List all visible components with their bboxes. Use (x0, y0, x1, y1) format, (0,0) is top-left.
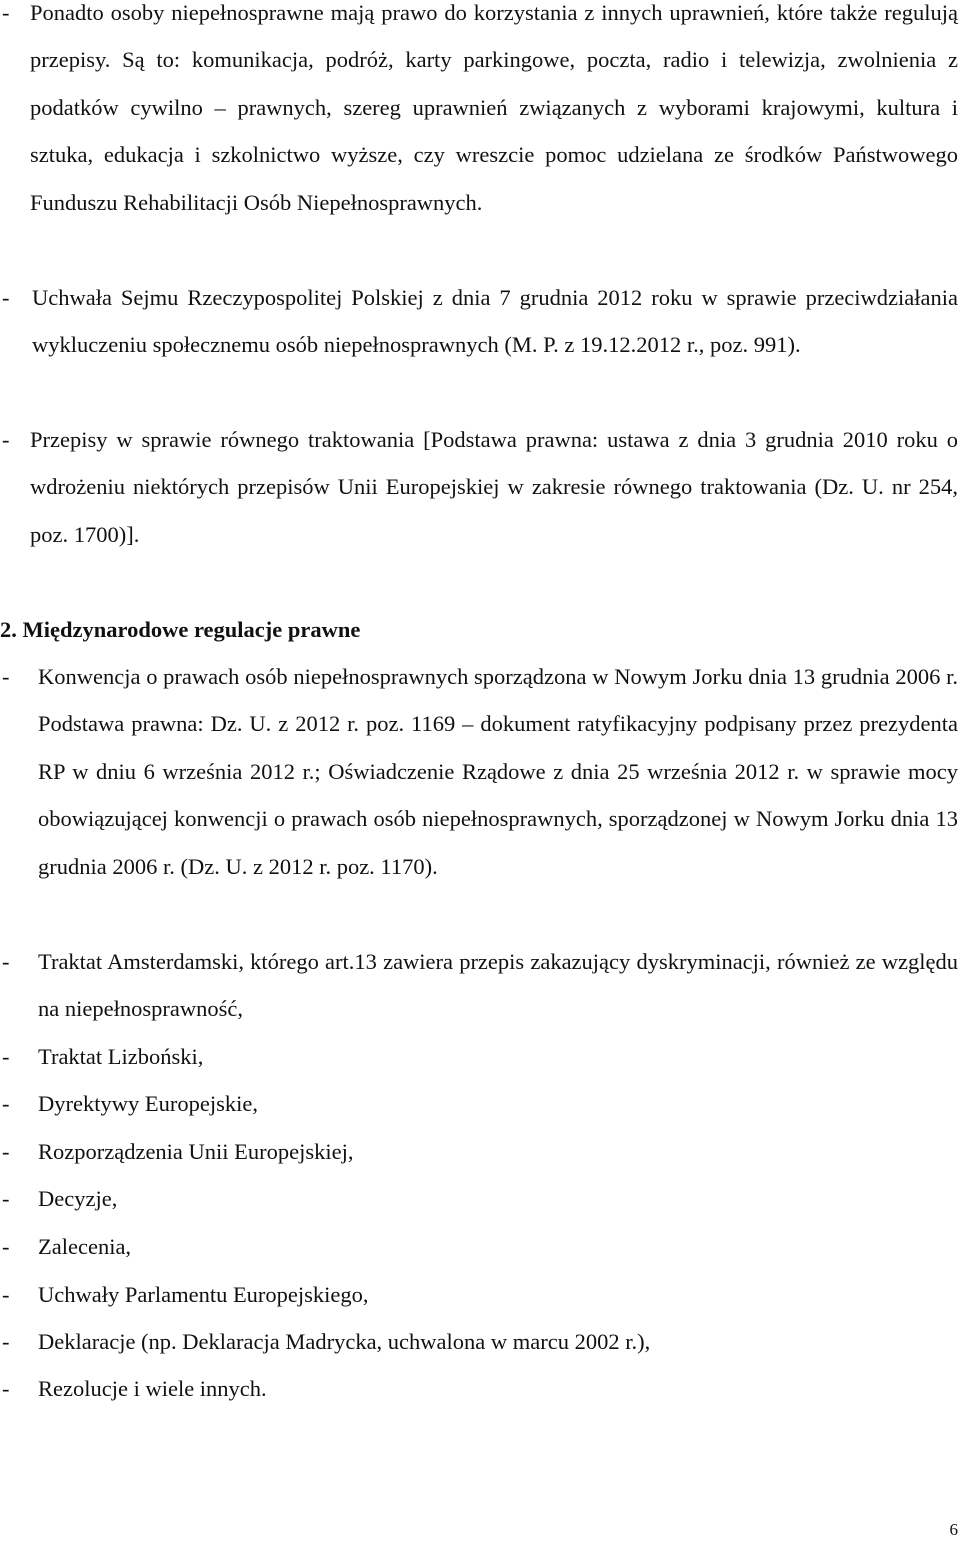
list-dash: - (2, 0, 10, 25)
list-item-text: Uchwała Sejmu Rzeczypospolitej Polskiej z dnia 7 grudnia 2012 roku w sprawie przeciwdziałania wykluczeniu społecznemu osób niepełnosprawnych (M. P. z 19.12.2012 r., poz. 991). (32, 285, 958, 358)
list-dash: - (2, 664, 10, 689)
section-heading: 2. Międzynarodowe regulacje prawne (0, 617, 361, 642)
list-item-text: Konwencja o prawach osób niepełnosprawnych sporządzona w Nowym Jorku dnia 13 grudnia 2006 r. Podstawa prawna: Dz. U. z 2012 r. poz. 1169 – dokument ratyfikacyjny podpisany przez prezydenta RP w dniu 6 września 2012 r.; Oświadczenie Rządowe z dnia 25 września 2012 r. w sprawie mocy obowiązującej konwencji o prawach osób niepełnosprawnych, sporządzonej w Nowym Jorku dnia 13 grudnia 2006 r. (Dz. U. z 2012 r. poz. 1170). (38, 664, 958, 879)
list-dash: - (2, 949, 10, 974)
list-dash: - (2, 1139, 10, 1164)
list-dash: - (2, 427, 10, 452)
list-dash: - (2, 1091, 10, 1116)
list-dash: - (2, 1234, 10, 1259)
list-item-text: Decyzje, (38, 1186, 118, 1211)
list-item-text: Przepisy w sprawie równego traktowania [Podstawa prawna: ustawa z dnia 3 grudnia 2010 roku o wdrożeniu niektórych przepisów Unii Europejskiej w zakresie równego traktowania (Dz. U. nr 254, poz. 1700)]. (30, 427, 958, 547)
list-item-text: Deklaracje (np. Deklaracja Madrycka, uchwalona w marcu 2002 r.), (38, 1329, 651, 1354)
list-item-text: Rezolucje i wiele innych. (38, 1376, 267, 1401)
list-dash: - (2, 1376, 10, 1401)
list-dash: - (2, 1282, 10, 1307)
list-dash: - (2, 285, 10, 310)
list-item-text: Traktat Amsterdamski, którego art.13 zawiera przepis zakazujący dyskryminacji, również ze względu na niepełnosprawność, (38, 949, 958, 1022)
list-dash: - (2, 1044, 10, 1069)
list-item-text: Ponadto osoby niepełnosprawne mają prawo do korzystania z innych uprawnień, które także regulują przepisy. Są to: komunikacja, podróż, karty parkingowe, poczta, radio i telewizja, zwolnienia z podatków cywilno – prawnych, szereg uprawnień związanych z wyborami krajowymi, kultura i sztuka, edukacja i szkolnictwo wyższe, czy wreszcie pomoc udzielana ze środków Państwowego Funduszu Rehabilitacji Osób Niepełnosprawnych. (30, 0, 958, 215)
list-item-text: Dyrektywy Europejskie, (38, 1091, 258, 1116)
list-item-text: Rozporządzenia Unii Europejskiej, (38, 1139, 354, 1164)
list-dash: - (2, 1329, 10, 1354)
page-number: 6 (949, 1520, 958, 1539)
list-dash: - (2, 1186, 10, 1211)
list-item-text: Zalecenia, (38, 1234, 132, 1259)
list-item-text: Traktat Lizboński, (38, 1044, 204, 1069)
list-item-text: Uchwały Parlamentu Europejskiego, (38, 1282, 369, 1307)
